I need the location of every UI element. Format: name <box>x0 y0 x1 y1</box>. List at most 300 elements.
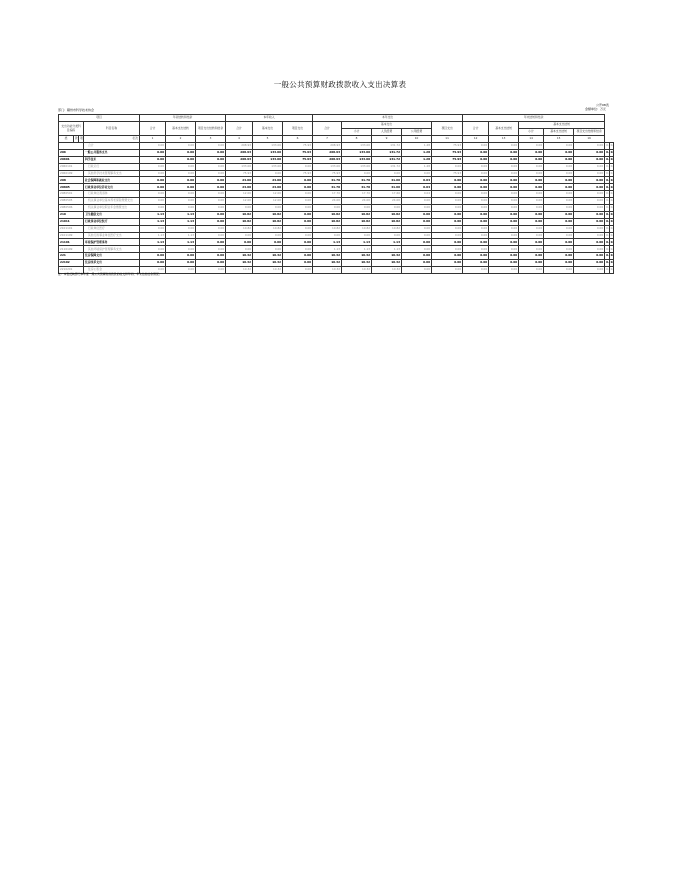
row-value: 0.00 <box>140 143 166 150</box>
row-value: 0.00 <box>519 253 544 260</box>
row-code: 206 <box>59 149 84 156</box>
row-value: 0. <box>605 177 609 184</box>
row-value: 0.00 <box>432 218 463 225</box>
row-value: 0.00 <box>402 232 432 239</box>
row-value: 0.00 <box>283 232 313 239</box>
row-value: 0.00 <box>226 205 253 212</box>
row-value: 0.00 <box>166 184 196 191</box>
row-value: 0.00 <box>544 143 574 150</box>
row-value: 0.00 <box>283 177 313 184</box>
table-row <box>59 239 614 246</box>
row-value: 0. <box>605 225 609 232</box>
row-value: 0.00 <box>166 253 196 260</box>
row-value: 0.00 <box>432 184 463 191</box>
col-total-4: 合计 <box>463 122 489 136</box>
row-value: 0.00 <box>574 253 605 260</box>
row-value: 0.00 <box>402 260 432 267</box>
row-value: 12.00 <box>226 198 253 205</box>
row-value: 75.93 <box>283 149 313 156</box>
row-value: 1.13 <box>372 239 402 246</box>
row-value: 0.00 <box>432 225 463 232</box>
row-value: 0.00 <box>489 239 519 246</box>
row-code: 2110199 <box>59 246 84 253</box>
row-value: 0.00 <box>519 191 544 198</box>
row-value: 0.00 <box>519 149 544 156</box>
row-value: 1.28 <box>402 156 432 163</box>
agency-label: 部门：赣州市科学技术协会 <box>58 108 95 112</box>
row-code: 22102 <box>59 260 84 267</box>
row-value: 0.00 <box>544 163 574 170</box>
row-value: 0.00 <box>166 198 196 205</box>
row-value: 10.82 <box>342 225 372 232</box>
row-value: 0.00 <box>196 170 226 177</box>
row-value: 0.00 <box>519 156 544 163</box>
row-value: 12.00 <box>226 191 253 198</box>
row-value: 10.82 <box>372 211 402 218</box>
row-value: 0.00 <box>544 267 574 274</box>
row-value: 24.00 <box>226 184 253 191</box>
row-name: 行政单位离退休 <box>84 191 140 198</box>
row-value: 1.13 <box>342 239 372 246</box>
table-row <box>59 253 614 260</box>
row-value: 0.00 <box>253 170 283 177</box>
row-value: 131.72 <box>372 149 402 156</box>
row-value: 24.00 <box>372 198 402 205</box>
row-value: 0.00 <box>402 211 432 218</box>
row-value: 133.00 <box>342 149 372 156</box>
row-value: 0.00 <box>140 253 166 260</box>
col-num: 15 <box>544 136 574 143</box>
row-value: 0.00 <box>283 211 313 218</box>
row-value: 10.32 <box>253 267 283 274</box>
row-value: 0.00 <box>432 232 463 239</box>
row-value: 0.00 <box>432 267 463 274</box>
row-name: 其他行政事业单位医疗支出 <box>84 232 140 239</box>
row-value: 0. <box>605 163 609 170</box>
row-value: 10.82 <box>226 211 253 218</box>
row-value: 41.66 <box>372 177 402 184</box>
row-value: 10.82 <box>313 218 342 225</box>
row-value: 0.00 <box>544 191 574 198</box>
row-value: 0.00 <box>489 260 519 267</box>
col-public: 公用经费 <box>402 129 432 136</box>
row-name: 环境保护管理事务 <box>84 239 140 246</box>
row-value: 0.00 <box>402 218 432 225</box>
row-value: 0.00 <box>489 156 519 163</box>
col-num: 6 <box>283 136 313 143</box>
row-value: 0.00 <box>544 205 574 212</box>
row-value: 0.00 <box>196 232 226 239</box>
row-value: 0.00 <box>166 163 196 170</box>
row-name: 其他科学技术管理事务支出 <box>84 170 140 177</box>
row-value: 0.00 <box>574 163 605 170</box>
table-row <box>59 211 614 218</box>
row-value: 0.00 <box>574 149 605 156</box>
row-value: 1.13 <box>313 239 342 246</box>
row-value: 0.00 <box>463 163 489 170</box>
row-value: 0.00 <box>574 205 605 212</box>
row-value: 0. <box>609 163 613 170</box>
row-code: 208 <box>59 177 84 184</box>
row-value: 0.00 <box>196 191 226 198</box>
row-value: 0.00 <box>544 184 574 191</box>
row-value: 0.00 <box>166 191 196 198</box>
row-value: 0.00 <box>166 149 196 156</box>
row-value: 0.00 <box>372 170 402 177</box>
row-value: 133.00 <box>226 163 253 170</box>
row-value: 0.00 <box>166 143 196 150</box>
row-value: 0.00 <box>140 149 166 156</box>
row-value: 0.00 <box>432 198 463 205</box>
row-value: 0.00 <box>140 246 166 253</box>
col-project-2: 项目支出 <box>283 122 313 136</box>
row-value: 10.82 <box>226 225 253 232</box>
row-value: 0.00 <box>313 232 342 239</box>
row-value: 133.00 <box>253 143 283 150</box>
row-value: 0.00 <box>519 260 544 267</box>
row-value: 0. <box>605 267 609 274</box>
row-value: 0.00 <box>574 184 605 191</box>
row-value: 1.13 <box>166 239 196 246</box>
row-value: 0.00 <box>402 267 432 274</box>
row-value: 10.82 <box>313 225 342 232</box>
col-subtotal-end: 小计 <box>519 129 544 136</box>
row-value: 10.32 <box>313 267 342 274</box>
col-num: 1 <box>140 136 166 143</box>
table-row <box>59 225 614 232</box>
row-value: 0.00 <box>519 143 544 150</box>
row-name: 行政单位医疗 <box>84 225 140 232</box>
row-value: 0.00 <box>489 184 519 191</box>
row-value: 0. <box>609 211 613 218</box>
row-value: 0.00 <box>489 232 519 239</box>
kuan-label: 款 <box>74 136 79 143</box>
row-value: 0.00 <box>519 267 544 274</box>
row-value: 10.32 <box>372 267 402 274</box>
row-value: 131.72 <box>372 156 402 163</box>
row-value: 0.00 <box>283 198 313 205</box>
row-value: 10.32 <box>372 260 402 267</box>
row-value: 0.00 <box>342 205 372 212</box>
row-value: 41.70 <box>342 184 372 191</box>
row-code: 2080501 <box>59 191 84 198</box>
row-value: 0.00 <box>519 232 544 239</box>
row-value: 0.00 <box>283 163 313 170</box>
row-value: 0.00 <box>140 156 166 163</box>
col-num: 2 <box>166 136 196 143</box>
row-value: 0.00 <box>283 267 313 274</box>
row-value: 0.00 <box>402 239 432 246</box>
row-value: 0.00 <box>463 205 489 212</box>
row-value: 75.93 <box>226 170 253 177</box>
row-value: 0.00 <box>196 184 226 191</box>
col-basic-2: 基本支出 <box>253 122 283 136</box>
row-value: 0.00 <box>166 205 196 212</box>
row-value: 1.13 <box>166 218 196 225</box>
row-value: 0.00 <box>489 163 519 170</box>
row-value: 0.00 <box>196 267 226 274</box>
row-value: 0.00 <box>463 218 489 225</box>
row-value: 10.32 <box>372 253 402 260</box>
row-value: 0.00 <box>283 260 313 267</box>
row-value: 0. <box>609 267 613 274</box>
row-value: 133.00 <box>253 149 283 156</box>
row-value: 0. <box>605 211 609 218</box>
row-code: 2080506 <box>59 205 84 212</box>
row-value: 0. <box>609 149 613 156</box>
row-value: 0. <box>609 156 613 163</box>
row-value: 1.13 <box>140 232 166 239</box>
table-row <box>59 232 614 239</box>
row-value: 75.93 <box>432 143 463 150</box>
row-value: 0.00 <box>196 218 226 225</box>
row-code: 2101199 <box>59 232 84 239</box>
table-row <box>59 246 614 253</box>
row-value: 0.00 <box>489 218 519 225</box>
row-value: 0.00 <box>463 239 489 246</box>
row-value: 0.00 <box>489 198 519 205</box>
row-value: 75.93 <box>432 170 463 177</box>
row-name: 行政事业单位养老支出 <box>84 184 140 191</box>
col-num: 5 <box>253 136 283 143</box>
row-name: 科学技术 <box>84 156 140 163</box>
row-value: 0. <box>605 205 609 212</box>
row-value: 10.32 <box>313 260 342 267</box>
row-value: 0.00 <box>402 170 432 177</box>
row-code: 21101 <box>59 239 84 246</box>
row-value: 1.13 <box>342 246 372 253</box>
row-value: 1.13 <box>166 211 196 218</box>
row-value: 0.00 <box>544 253 574 260</box>
row-value: 0.00 <box>489 143 519 150</box>
row-value: 0. <box>605 156 609 163</box>
row-value: 0.00 <box>463 191 489 198</box>
row-value: 0. <box>609 232 613 239</box>
row-value: 0. <box>609 143 613 150</box>
row-value: 0.00 <box>574 260 605 267</box>
row-value: 0.00 <box>519 225 544 232</box>
row-value: 1.28 <box>402 143 432 150</box>
row-value: 12.00 <box>253 191 283 198</box>
row-value: 10.82 <box>253 218 283 225</box>
row-value: 0.00 <box>196 253 226 260</box>
row-value: 0. <box>609 177 613 184</box>
row-value: 208.93 <box>226 156 253 163</box>
row-value: 0.00 <box>519 218 544 225</box>
row-value: 0.00 <box>544 177 574 184</box>
row-value: 0.00 <box>544 170 574 177</box>
row-name: 住房保障支出 <box>84 253 140 260</box>
row-value: 0.04 <box>402 177 432 184</box>
row-value: 133.00 <box>342 163 372 170</box>
row-value: 10.82 <box>342 211 372 218</box>
row-value: 0. <box>605 198 609 205</box>
row-value: 0.00 <box>253 205 283 212</box>
row-value: 0.00 <box>544 232 574 239</box>
expense-header: 本年支出 <box>313 115 463 122</box>
row-value: 0.00 <box>544 156 574 163</box>
row-value: 0.00 <box>372 205 402 212</box>
row-value: 10.32 <box>226 260 253 267</box>
row-code <box>59 143 84 150</box>
row-value: 0.00 <box>463 149 489 156</box>
row-value: 0.00 <box>402 246 432 253</box>
row-value: 0.00 <box>519 163 544 170</box>
row-value: 0.00 <box>574 218 605 225</box>
row-value: 0.00 <box>196 177 226 184</box>
row-value: 0.00 <box>196 143 226 150</box>
row-value: 0.00 <box>489 170 519 177</box>
row-value: 24.00 <box>313 198 342 205</box>
col-project-3: 项目支出 <box>432 122 463 136</box>
row-value: 17.70 <box>313 191 342 198</box>
row-value: 24.00 <box>342 198 372 205</box>
row-value: 0. <box>609 246 613 253</box>
row-value: 0.00 <box>519 211 544 218</box>
row-value: 0. <box>605 184 609 191</box>
row-value: 0.00 <box>574 246 605 253</box>
row-value: 0.00 <box>140 260 166 267</box>
row-value: 75.93 <box>432 149 463 156</box>
row-value: 10.82 <box>342 218 372 225</box>
row-value: 1.28 <box>402 149 432 156</box>
row-value: 0.00 <box>489 205 519 212</box>
table-row <box>59 143 614 150</box>
row-value: 10.32 <box>342 253 372 260</box>
row-value: 10.82 <box>372 225 402 232</box>
row-name: 社会保障和就业支出 <box>84 177 140 184</box>
row-value: 0.00 <box>226 239 253 246</box>
row-value: 0.00 <box>196 149 226 156</box>
row-value: 0. <box>609 218 613 225</box>
row-value: 0.00 <box>544 198 574 205</box>
row-value: 10.32 <box>226 267 253 274</box>
row-value: 0. <box>609 239 613 246</box>
row-value: 0.00 <box>166 260 196 267</box>
row-value: 10.32 <box>253 253 283 260</box>
col-label: 栏次 <box>84 136 140 143</box>
income-header: 本年收入 <box>226 115 313 122</box>
row-value: 24.00 <box>253 177 283 184</box>
lei-label: 类 <box>59 136 74 143</box>
row-value: 0.00 <box>283 205 313 212</box>
row-value: 0.00 <box>432 260 463 267</box>
col-total-3: 合计 <box>313 122 342 136</box>
row-value: 0.00 <box>463 143 489 150</box>
row-code: 20805 <box>59 184 84 191</box>
row-code: 21011 <box>59 218 84 225</box>
row-value: 17.70 <box>342 191 372 198</box>
row-name: 住房公积金 <box>84 267 140 274</box>
row-value: 0.00 <box>372 232 402 239</box>
row-value: 0.00 <box>140 170 166 177</box>
table-note: 注：本表反映部门本年度一般公共预算财政拨款的收支和年初、年末结转结余情况。 <box>58 272 162 276</box>
row-value: 0.00 <box>432 211 463 218</box>
row-value: 0.00 <box>253 246 283 253</box>
table-row <box>59 205 614 212</box>
row-code: 20601 <box>59 156 84 163</box>
row-value: 0.00 <box>574 170 605 177</box>
row-value: 0.00 <box>432 191 463 198</box>
row-value: 24.00 <box>226 177 253 184</box>
col-personnel: 人员经费 <box>372 129 402 136</box>
col-basic-carryover-4: 基本支出结转 <box>489 122 519 136</box>
row-value: 0.00 <box>463 198 489 205</box>
row-value: 133.00 <box>342 143 372 150</box>
row-value: 0. <box>605 218 609 225</box>
budget-table <box>58 114 614 274</box>
row-value: 0.00 <box>574 232 605 239</box>
row-value: 0.00 <box>463 260 489 267</box>
row-name: 机关事业单位职业年金缴费支出 <box>84 205 140 212</box>
row-value: 0.00 <box>313 205 342 212</box>
row-value: 0.00 <box>166 170 196 177</box>
col-num: 3 <box>196 136 226 143</box>
basic-expense-header: 基本支出 <box>342 122 432 129</box>
row-value: 10.32 <box>226 253 253 260</box>
row-value: 0.00 <box>544 246 574 253</box>
row-value: 0.00 <box>140 198 166 205</box>
col-num: 9 <box>372 136 402 143</box>
table-row <box>59 163 614 170</box>
code-label: 支出功能分类科目编码 <box>59 122 84 136</box>
row-value: 0.00 <box>283 191 313 198</box>
row-value: 0.00 <box>463 253 489 260</box>
row-value: 75.93 <box>283 156 313 163</box>
row-value: 0.00 <box>574 239 605 246</box>
row-code: 2060199 <box>59 170 84 177</box>
table-row <box>59 191 614 198</box>
row-value: 0.00 <box>432 205 463 212</box>
row-value: 0.00 <box>226 246 253 253</box>
row-value: 17.66 <box>372 191 402 198</box>
row-value: 0.00 <box>140 267 166 274</box>
row-value: 0.00 <box>574 198 605 205</box>
row-name: 一般公共服务支出 <box>84 149 140 156</box>
row-value: 0.00 <box>574 191 605 198</box>
col-total-1: 合计 <box>140 122 166 136</box>
row-value: 0.00 <box>432 177 463 184</box>
row-value: 0.00 <box>342 232 372 239</box>
row-value: 0.00 <box>402 205 432 212</box>
row-value: 0.00 <box>463 177 489 184</box>
row-value: 0.00 <box>489 253 519 260</box>
row-value: 10.32 <box>342 267 372 274</box>
row-value: 0.00 <box>140 184 166 191</box>
row-value: 133.00 <box>313 163 342 170</box>
row-value: 0.00 <box>166 267 196 274</box>
col-num: 8 <box>342 136 372 143</box>
row-value: 24.00 <box>253 184 283 191</box>
row-value: 0.00 <box>283 246 313 253</box>
col-project-carryover-end: 项目支出结转和结余 <box>574 129 605 136</box>
row-value: 0.00 <box>489 177 519 184</box>
col-project-carryover-1: 项目支出结转和结余 <box>196 122 226 136</box>
row-value: 0.00 <box>489 149 519 156</box>
row-value: 0.00 <box>574 225 605 232</box>
row-value: 0.00 <box>283 253 313 260</box>
row-value: 0.00 <box>519 239 544 246</box>
row-value: 0.00 <box>196 198 226 205</box>
row-value: 0.00 <box>519 177 544 184</box>
row-value: 0. <box>605 191 609 198</box>
row-value: 41.70 <box>313 184 342 191</box>
row-value: 0.00 <box>166 225 196 232</box>
table-row <box>59 260 614 267</box>
table-row <box>59 170 614 177</box>
row-value: 1.13 <box>313 246 342 253</box>
col-num: 7 <box>313 136 342 143</box>
